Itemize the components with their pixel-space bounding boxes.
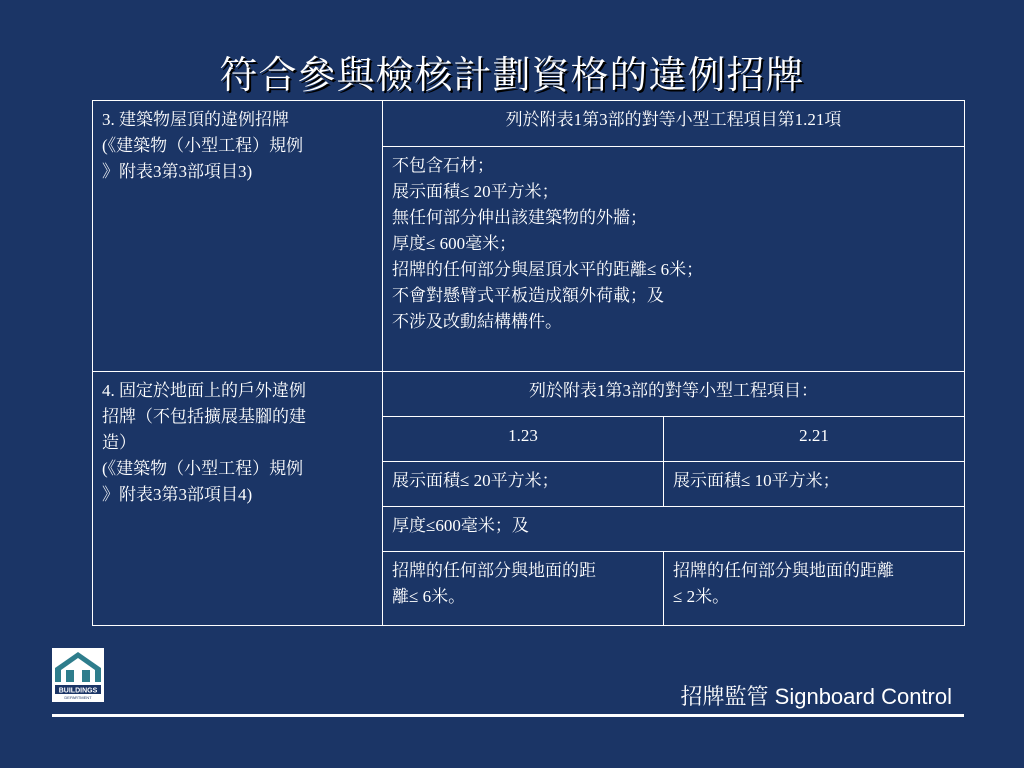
item4-description: 4. 固定於地面上的戶外違例 招牌（不包括擴展基腳的建 造） (《建築物（小型工程）規例 》附表3第3部項目4) [93,372,383,626]
area-condition-1-23: 展示面積≤ 20平方米； [383,462,664,507]
slide-title: 符合參與檢核計劃資格的違例招牌 [219,53,805,97]
table-row [93,372,965,417]
svg-text:DEPARTMENT: DEPARTMENT [64,695,92,700]
item3-header: 列於附表1第3部的對等小型工程項目第1.21項 [383,101,965,147]
item-number-1-23: 1.23 [383,417,664,462]
svg-text:BUILDINGS: BUILDINGS [58,687,98,695]
item3-description: 3. 建築物屋頂的違例招牌 (《建築物（小型工程）規例 》附表3第3部項目3) [93,101,383,372]
distance-condition-1-23: 招牌的任何部分與地面的距 離≤ 6米。 [383,552,664,626]
footer-title: 招牌監管 Signboard Control [680,684,952,709]
area-condition-2-21: 展示面積≤ 10平方米； [664,462,965,507]
table-row [93,101,965,147]
rules-table [92,100,965,626]
item4-header: 列於附表1第3部的對等小型工程項目： [383,372,965,417]
thickness-condition: 厚度≤600毫米；及 [383,507,965,552]
item-number-2-21: 2.21 [664,417,965,462]
footer-divider [52,714,964,717]
item3-conditions: 不包含石材； 展示面積≤ 20平方米； 無任何部分伸出該建築物的外牆； 厚度≤ 600毫米； 招牌的任何部分與屋頂水平的距離≤ 6米； 不會對懸臂式平板造成額外荷載；及 不涉及改動結構構件。 [383,147,965,372]
building-logo-icon [52,648,104,702]
distance-condition-2-21: 招牌的任何部分與地面的距離 ≤ 2米。 [664,552,965,626]
buildings-department-logo [52,648,104,702]
